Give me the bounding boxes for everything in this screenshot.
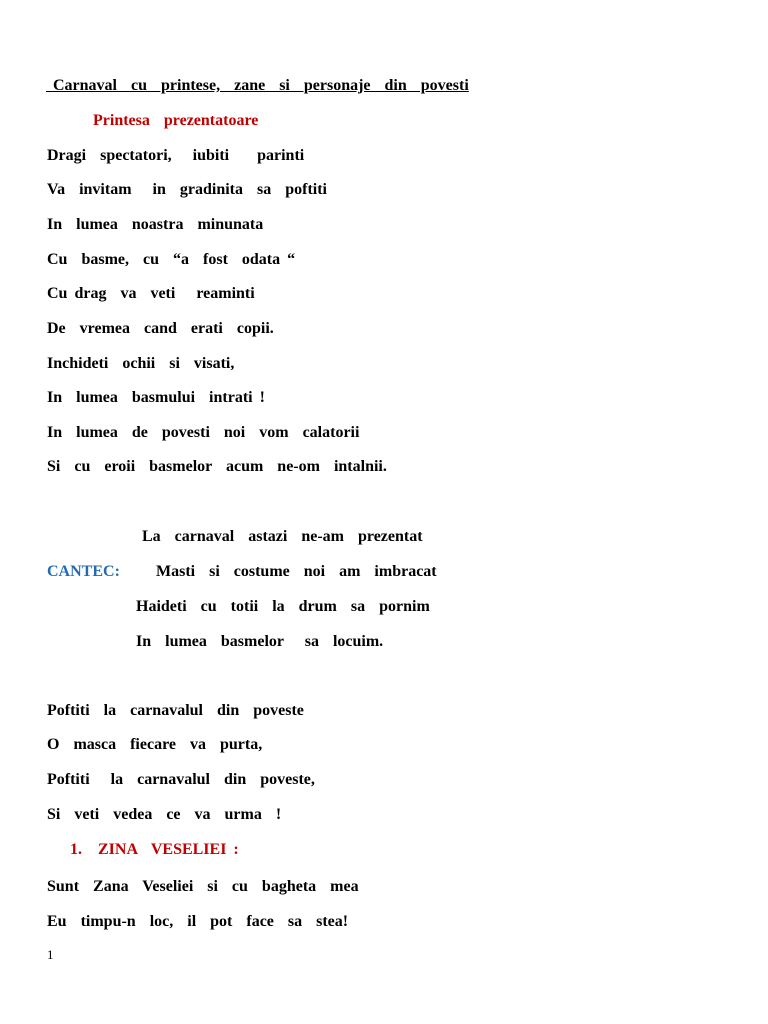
poem-line: In lumea basmului intrati ! [47, 389, 265, 406]
poem-line: De vremea cand erati copii. [47, 320, 274, 337]
invite-line: Poftiti la carnavalul din poveste, [47, 771, 315, 788]
document-title: Carnaval cu printese, zane si personaje din povesti [46, 77, 469, 94]
section-number: 1. [70, 841, 82, 858]
song-line: In lumea basmelor sa locuim. [136, 633, 384, 650]
section-title: ZINA VESELIEI : [98, 841, 239, 858]
invite-line: O masca fiecare va purta, [47, 736, 263, 753]
poem-line: Inchideti ochii si visati, [47, 355, 235, 372]
poem-line: Dragi spectatori, iubiti parinti [47, 147, 305, 164]
poem-line: In lumea de povesti noi vom calatorii [47, 424, 360, 441]
page-number: 1 [47, 947, 54, 962]
poem-line: Va invitam in gradinita sa poftiti [47, 181, 327, 198]
section-line: Sunt Zana Veseliei si cu bagheta mea [47, 878, 359, 895]
song-line: Haideti cu totii la drum sa pornim [136, 598, 430, 615]
poem-line: In lumea noastra minunata [47, 216, 264, 233]
song-label: CANTEC: [47, 563, 120, 580]
invite-line: Si veti vedea ce va urma ! [47, 806, 282, 823]
poem-line: Si cu eroii basmelor acum ne-om intalnii. [47, 458, 387, 475]
song-line: Masti si costume noi am imbracat [156, 563, 437, 580]
poem-line: Cu basme, cu “a fost odata “ [47, 251, 296, 268]
poem-line: Cu drag va veti reaminti [47, 285, 255, 302]
song-line: La carnaval astazi ne-am prezentat [142, 528, 423, 545]
section-line: Eu timpu-n loc, il pot face sa stea! [47, 913, 349, 930]
presenter-heading: Printesa prezentatoare [93, 112, 259, 129]
invite-line: Poftiti la carnavalul din poveste [47, 702, 304, 719]
